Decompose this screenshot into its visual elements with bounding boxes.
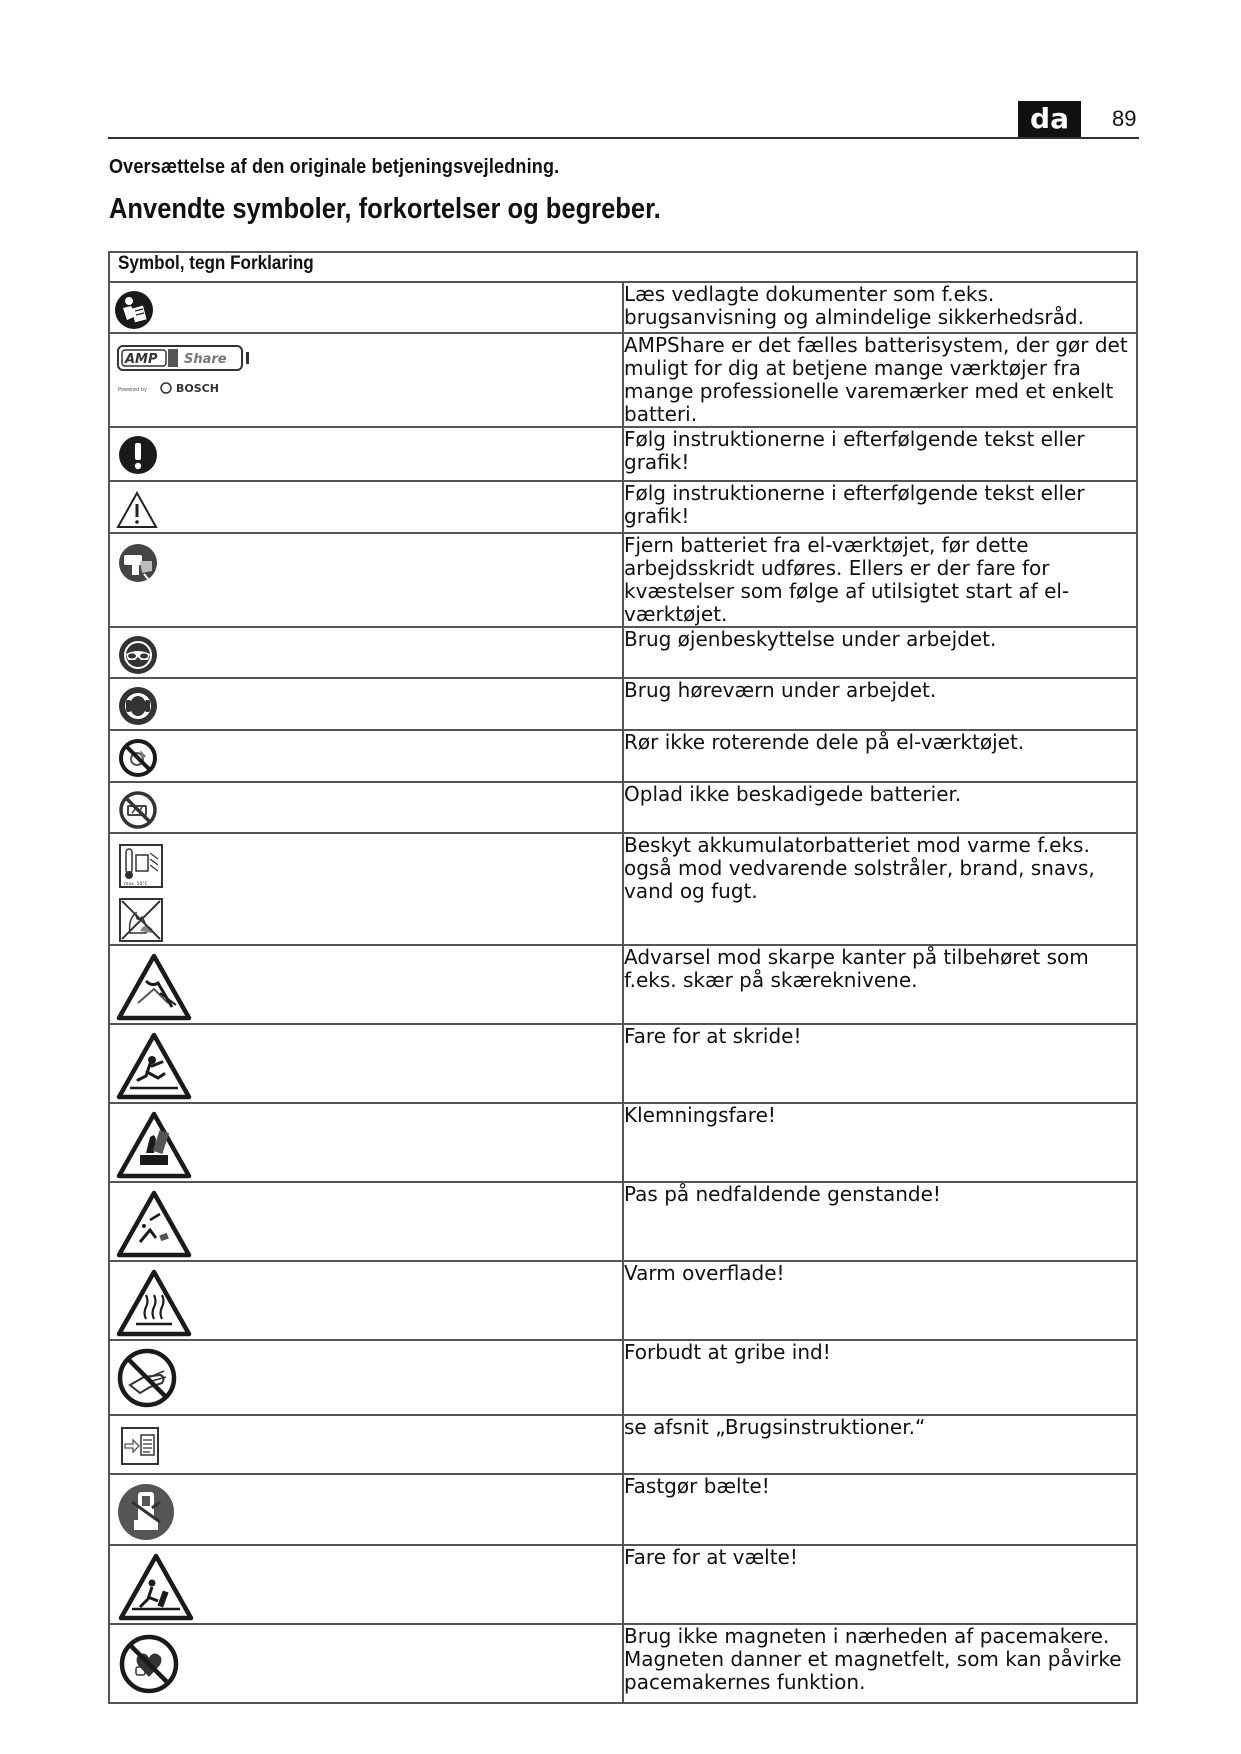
page-number: 89 bbox=[1112, 106, 1137, 131]
mandatory-instruction-icon bbox=[118, 435, 158, 475]
symbol-cell bbox=[109, 427, 623, 481]
explanation-cell: Læs vedlagte dokumenter som f.eks. brugsanvisning og almindelige sikkerhedsråd. bbox=[623, 282, 1137, 333]
read-manual-icon bbox=[114, 290, 154, 330]
table-row bbox=[109, 333, 1137, 427]
crush-hazard-icon bbox=[116, 1111, 192, 1179]
table-row bbox=[109, 533, 1137, 627]
explanation-cell: AMPShare er det fælles batterisystem, der gør det muligt for dig at betjene mange værktøjer fra mange professionelle varemærker med et enkelt batteri. bbox=[623, 333, 1137, 427]
symbol-cell bbox=[109, 1103, 623, 1182]
symbol-cell bbox=[109, 1340, 623, 1415]
svg-text:AMP: AMP bbox=[125, 352, 158, 367]
symbol-cell bbox=[109, 945, 623, 1024]
table-row bbox=[109, 427, 1137, 481]
symbol-cell bbox=[109, 1545, 623, 1624]
symbol-cell bbox=[109, 1261, 623, 1340]
table-row bbox=[109, 1024, 1137, 1103]
symbols-table bbox=[108, 251, 1138, 1704]
no-reaching-in-icon bbox=[116, 1347, 178, 1409]
no-touch-rotating-icon bbox=[118, 738, 158, 778]
table-row bbox=[109, 481, 1137, 533]
explanation-cell: Beskyt akkumulatorbatteriet mod varme f.eks. også mod vedvarende solstråler, brand, snavs, vand og fugt. bbox=[623, 833, 1137, 945]
explanation-cell: Varm overflade! bbox=[623, 1261, 1137, 1340]
symbol-cell bbox=[109, 1024, 623, 1103]
symbol-cell bbox=[109, 730, 623, 782]
tip-over-hazard-icon bbox=[118, 1553, 194, 1621]
symbol-cell bbox=[109, 782, 623, 833]
table-header-row bbox=[109, 252, 1137, 282]
no-pacemaker-icon bbox=[118, 1633, 180, 1695]
explanation-cell: Advarsel mod skarpe kanter på tilbehøret som f.eks. skær på skæreknivene. bbox=[623, 945, 1137, 1024]
explanation-cell: Forbudt at gribe ind! bbox=[623, 1340, 1137, 1415]
sharp-edges-warning-icon bbox=[116, 953, 192, 1021]
section-title: Anvendte symboler, forkortelser og begreber. bbox=[109, 193, 661, 225]
table-row bbox=[109, 945, 1137, 1024]
table-row bbox=[109, 1261, 1137, 1340]
symbol-cell bbox=[109, 833, 623, 945]
table-row bbox=[109, 1545, 1137, 1624]
explanation-cell: Klemningsfare! bbox=[623, 1103, 1137, 1182]
fasten-belt-icon bbox=[116, 1482, 176, 1542]
svg-text:Powered by: Powered by bbox=[118, 387, 147, 393]
symbol-cell bbox=[109, 333, 623, 427]
table-row bbox=[109, 1103, 1137, 1182]
symbol-cell bbox=[109, 1415, 623, 1474]
explanation-cell: Følg instruktionerne i efterfølgende tekst eller grafik! bbox=[623, 427, 1137, 481]
svg-text:Share: Share bbox=[184, 352, 227, 367]
table-row bbox=[109, 833, 1137, 945]
table-row bbox=[109, 678, 1137, 730]
warning-triangle-icon bbox=[116, 491, 158, 529]
header-rule bbox=[108, 137, 1139, 139]
explanation-cell: Fare for at skride! bbox=[623, 1024, 1137, 1103]
document-subtitle: Oversættelse af den originale betjeningsvejledning. bbox=[109, 156, 560, 178]
explanation-cell: Brug øjenbeskyttelse under arbejdet. bbox=[623, 627, 1137, 678]
table-row bbox=[109, 730, 1137, 782]
table-row bbox=[109, 282, 1137, 333]
symbol-cell bbox=[109, 627, 623, 678]
table-row bbox=[109, 1182, 1137, 1261]
hot-surface-icon bbox=[116, 1269, 192, 1337]
table-row bbox=[109, 627, 1137, 678]
battery-heat-protection-icon bbox=[118, 843, 166, 943]
eye-protection-icon bbox=[118, 635, 158, 675]
symbol-cell bbox=[109, 1624, 623, 1703]
explanation-cell: Følg instruktionerne i efterfølgende tekst eller grafik! bbox=[623, 481, 1137, 533]
explanation-cell: se afsnit „Brugsinstruktioner.“ bbox=[623, 1415, 1137, 1474]
explanation-cell: Fare for at vælte! bbox=[623, 1545, 1137, 1624]
see-section-icon bbox=[120, 1426, 160, 1466]
svg-text:max. 50°C: max. 50°C bbox=[124, 882, 148, 887]
explanation-cell: Brug ikke magneten i nærheden af pacemakere. Magneten danner et magnetfelt, som kan påvirke pacemakernes funktion. bbox=[623, 1624, 1137, 1703]
table-row bbox=[109, 1415, 1137, 1474]
table-row bbox=[109, 1340, 1137, 1415]
symbol-cell bbox=[109, 1474, 623, 1545]
explanation-cell: Fastgør bælte! bbox=[623, 1474, 1137, 1545]
symbol-cell bbox=[109, 282, 623, 333]
explanation-cell: Rør ikke roterende dele på el-værktøjet. bbox=[623, 730, 1137, 782]
ampshare-logo-icon bbox=[116, 344, 256, 400]
table-row bbox=[109, 1624, 1137, 1703]
explanation-cell: Fjern batteriet fra el-værktøjet, før dette arbejdsskridt udføres. Ellers er der fare for kvæstelser som følge af utilsigtet start af el-værktøjet. bbox=[623, 533, 1137, 627]
svg-text:BOSCH: BOSCH bbox=[176, 382, 219, 395]
slip-hazard-icon bbox=[116, 1032, 192, 1100]
column-header: Symbol, tegn Forklaring bbox=[109, 252, 1137, 282]
no-charge-damaged-battery-icon bbox=[118, 790, 158, 830]
explanation-cell: Brug høreværn under arbejdet. bbox=[623, 678, 1137, 730]
hearing-protection-icon bbox=[118, 686, 158, 726]
symbol-cell bbox=[109, 533, 623, 627]
table-row bbox=[109, 782, 1137, 833]
symbol-cell bbox=[109, 678, 623, 730]
explanation-cell: Pas på nedfaldende genstande! bbox=[623, 1182, 1137, 1261]
remove-battery-icon bbox=[118, 543, 158, 583]
explanation-cell: Oplad ikke beskadigede batterier. bbox=[623, 782, 1137, 833]
symbol-cell bbox=[109, 1182, 623, 1261]
symbol-cell bbox=[109, 481, 623, 533]
falling-objects-icon bbox=[116, 1190, 192, 1258]
table-row bbox=[109, 1474, 1137, 1545]
language-tab: da bbox=[1018, 101, 1081, 137]
